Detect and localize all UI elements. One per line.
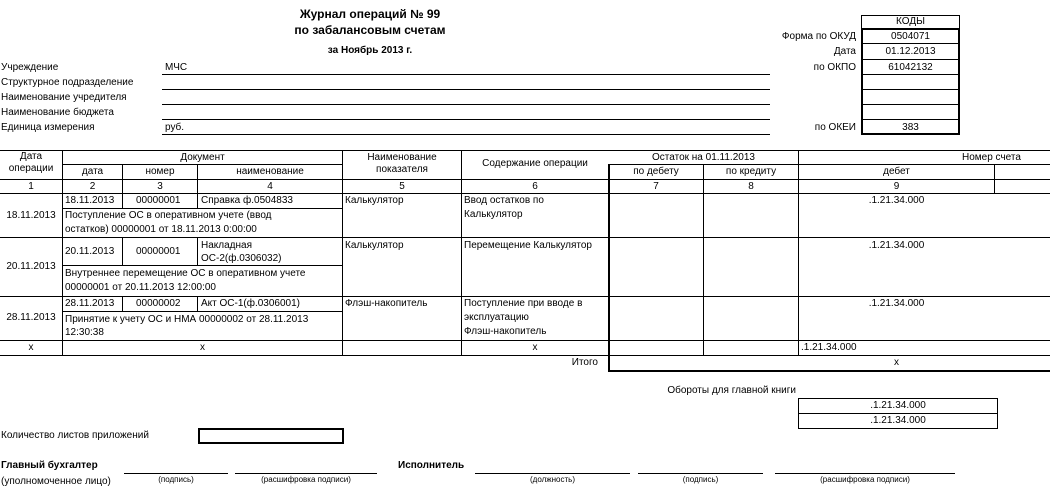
x-row-account: .1.21.34.000 xyxy=(801,342,857,353)
col-op-date-header: Дата операции xyxy=(8,151,54,174)
row3-basis-1: Принятие к учету ОС и НМА 00000002 от 28.11.2013 xyxy=(65,314,309,325)
okei-value: 383 xyxy=(902,122,919,133)
okei-label: по ОКЕИ xyxy=(814,122,856,133)
executor-label: Исполнитель xyxy=(398,460,465,471)
date-value: 01.12.2013 xyxy=(885,46,936,57)
journal-period: за Ноябрь 2013 г. xyxy=(327,45,413,56)
budget-label: Наименование бюджета xyxy=(1,107,114,118)
col-doc-name-header: наименование xyxy=(236,166,304,177)
colnum-5: 5 xyxy=(399,181,405,192)
institution-value: МЧС xyxy=(165,62,188,73)
unit-value: руб. xyxy=(165,122,185,133)
turnover-line1: .1.21.34.000 xyxy=(870,400,926,411)
okpo-label: по ОКПО xyxy=(813,62,856,73)
colnum-6: 6 xyxy=(532,181,538,192)
col-indicator-header: Наименование показателя xyxy=(367,152,437,175)
col-account-header: Номер счета xyxy=(962,152,1021,163)
row1-doc-date: 18.11.2013 xyxy=(65,195,115,206)
col-by-credit-header: по кредиту xyxy=(725,166,777,177)
row2-op-date: 20.11.2013 xyxy=(6,261,56,272)
row1-content-1: Ввод остатков по xyxy=(464,195,544,206)
col-by-debit-header: по дебету xyxy=(633,166,679,177)
col-doc-number-header: номер xyxy=(145,166,175,177)
colnum-8: 8 xyxy=(748,181,754,192)
colnum-2: 2 xyxy=(89,181,96,192)
row3-doc-name: Акт ОС-1(ф.0306001) xyxy=(201,298,301,309)
row1-basis-1: Поступление ОС в оперативном учете (ввод xyxy=(65,210,272,221)
colnum-7: 7 xyxy=(653,181,659,192)
okud-label: Форма по ОКУД xyxy=(781,31,856,42)
row1-op-date: 18.11.2013 xyxy=(6,210,56,221)
x-mark-content: x xyxy=(532,342,538,353)
row3-content-3: Флэш-накопитель xyxy=(464,326,547,337)
chief-accountant-sub: (уполномоченное лицо) xyxy=(1,476,111,487)
row3-doc-number: 00000002 xyxy=(136,298,181,309)
attachments-label: Количество листов приложений xyxy=(1,430,149,441)
total-label: Итого xyxy=(571,357,598,368)
turnover-label: Обороты для главной книги xyxy=(667,385,796,396)
row2-doc-date: 20.11.2013 xyxy=(65,246,115,257)
total-x: x xyxy=(894,357,899,368)
row1-basis-2: остатков) 00000001 от 18.11.2013 0:00:00 xyxy=(65,224,257,235)
row2-doc-number: 00000001 xyxy=(136,246,181,257)
row3-account: .1.21.34.000 xyxy=(868,298,925,309)
unit-label: Единица измерения xyxy=(1,122,95,133)
chief-accountant-label: Главный бухгалтер xyxy=(1,460,98,471)
row1-account: .1.21.34.000 xyxy=(868,195,925,206)
x-mark-col1: x xyxy=(28,342,34,353)
okpo-value: 61042132 xyxy=(888,62,933,73)
row3-op-date: 28.11.2013 xyxy=(6,312,56,323)
row2-account: .1.21.34.000 xyxy=(868,240,925,251)
institution-label: Учреждение xyxy=(1,62,59,73)
chief-sign-hint: (подпись) xyxy=(158,475,194,484)
row1-doc-name: Справка ф.0504833 xyxy=(201,195,293,206)
executor-position-hint: (должность) xyxy=(530,475,575,484)
row3-content-2: эксплуатацию xyxy=(464,312,529,323)
journal-title: Журнал операций № 99 xyxy=(299,7,441,21)
colnum-1: 1 xyxy=(28,181,34,192)
row1-doc-number: 00000001 xyxy=(136,195,181,206)
colnum-3: 3 xyxy=(157,181,163,192)
row2-indicator: Калькулятор xyxy=(345,240,404,251)
col-doc-date-header: дата xyxy=(81,166,104,177)
row1-content-2: Калькулятор xyxy=(464,209,523,220)
date-label: Дата xyxy=(833,46,856,57)
row3-basis-2: 12:30:38 xyxy=(65,327,104,338)
x-mark-doc: x xyxy=(200,342,205,353)
row3-content-1: Поступление при вводе в xyxy=(464,298,583,309)
row2-doc-name-2: ОС-2(ф.0306032) xyxy=(201,253,282,264)
codes-header-cell xyxy=(861,15,960,29)
row2-content-1: Перемещение Калькулятор xyxy=(464,240,592,251)
executor-sign-hint: (подпись) xyxy=(682,475,719,484)
journal-subtitle: по забалансовым счетам xyxy=(294,23,446,37)
row3-indicator: Флэш-накопитель xyxy=(345,298,428,309)
col-debit-header: дебет xyxy=(883,166,910,177)
row3-doc-date: 28.11.2013 xyxy=(65,298,115,309)
okud-value: 0504071 xyxy=(891,31,930,42)
turnover-line2: .1.21.34.000 xyxy=(870,415,926,426)
attachments-count-field[interactable] xyxy=(198,428,344,444)
founder-label: Наименование учредителя xyxy=(1,92,127,103)
row2-basis-2: 00000001 от 20.11.2013 12:00:00 xyxy=(65,282,216,293)
col-balance-header: Остаток на 01.11.2013 xyxy=(652,152,755,163)
chief-decode-hint: (расшифровка подписи) xyxy=(261,475,351,484)
executor-decode-hint: (расшифровка подписи) xyxy=(820,475,910,484)
colnum-9: 9 xyxy=(893,181,900,192)
col-content-header: Содержание операции xyxy=(482,158,588,169)
subdivision-label: Структурное подразделение xyxy=(1,77,134,88)
col-document-header: Документ xyxy=(180,152,225,163)
row2-basis-1: Внутреннее перемещение ОС в оперативном учете xyxy=(65,268,306,279)
codes-header: КОДЫ xyxy=(896,16,925,27)
row2-doc-name-1: Накладная xyxy=(201,240,253,251)
colnum-4: 4 xyxy=(267,181,273,192)
row1-indicator: Калькулятор xyxy=(345,195,404,206)
